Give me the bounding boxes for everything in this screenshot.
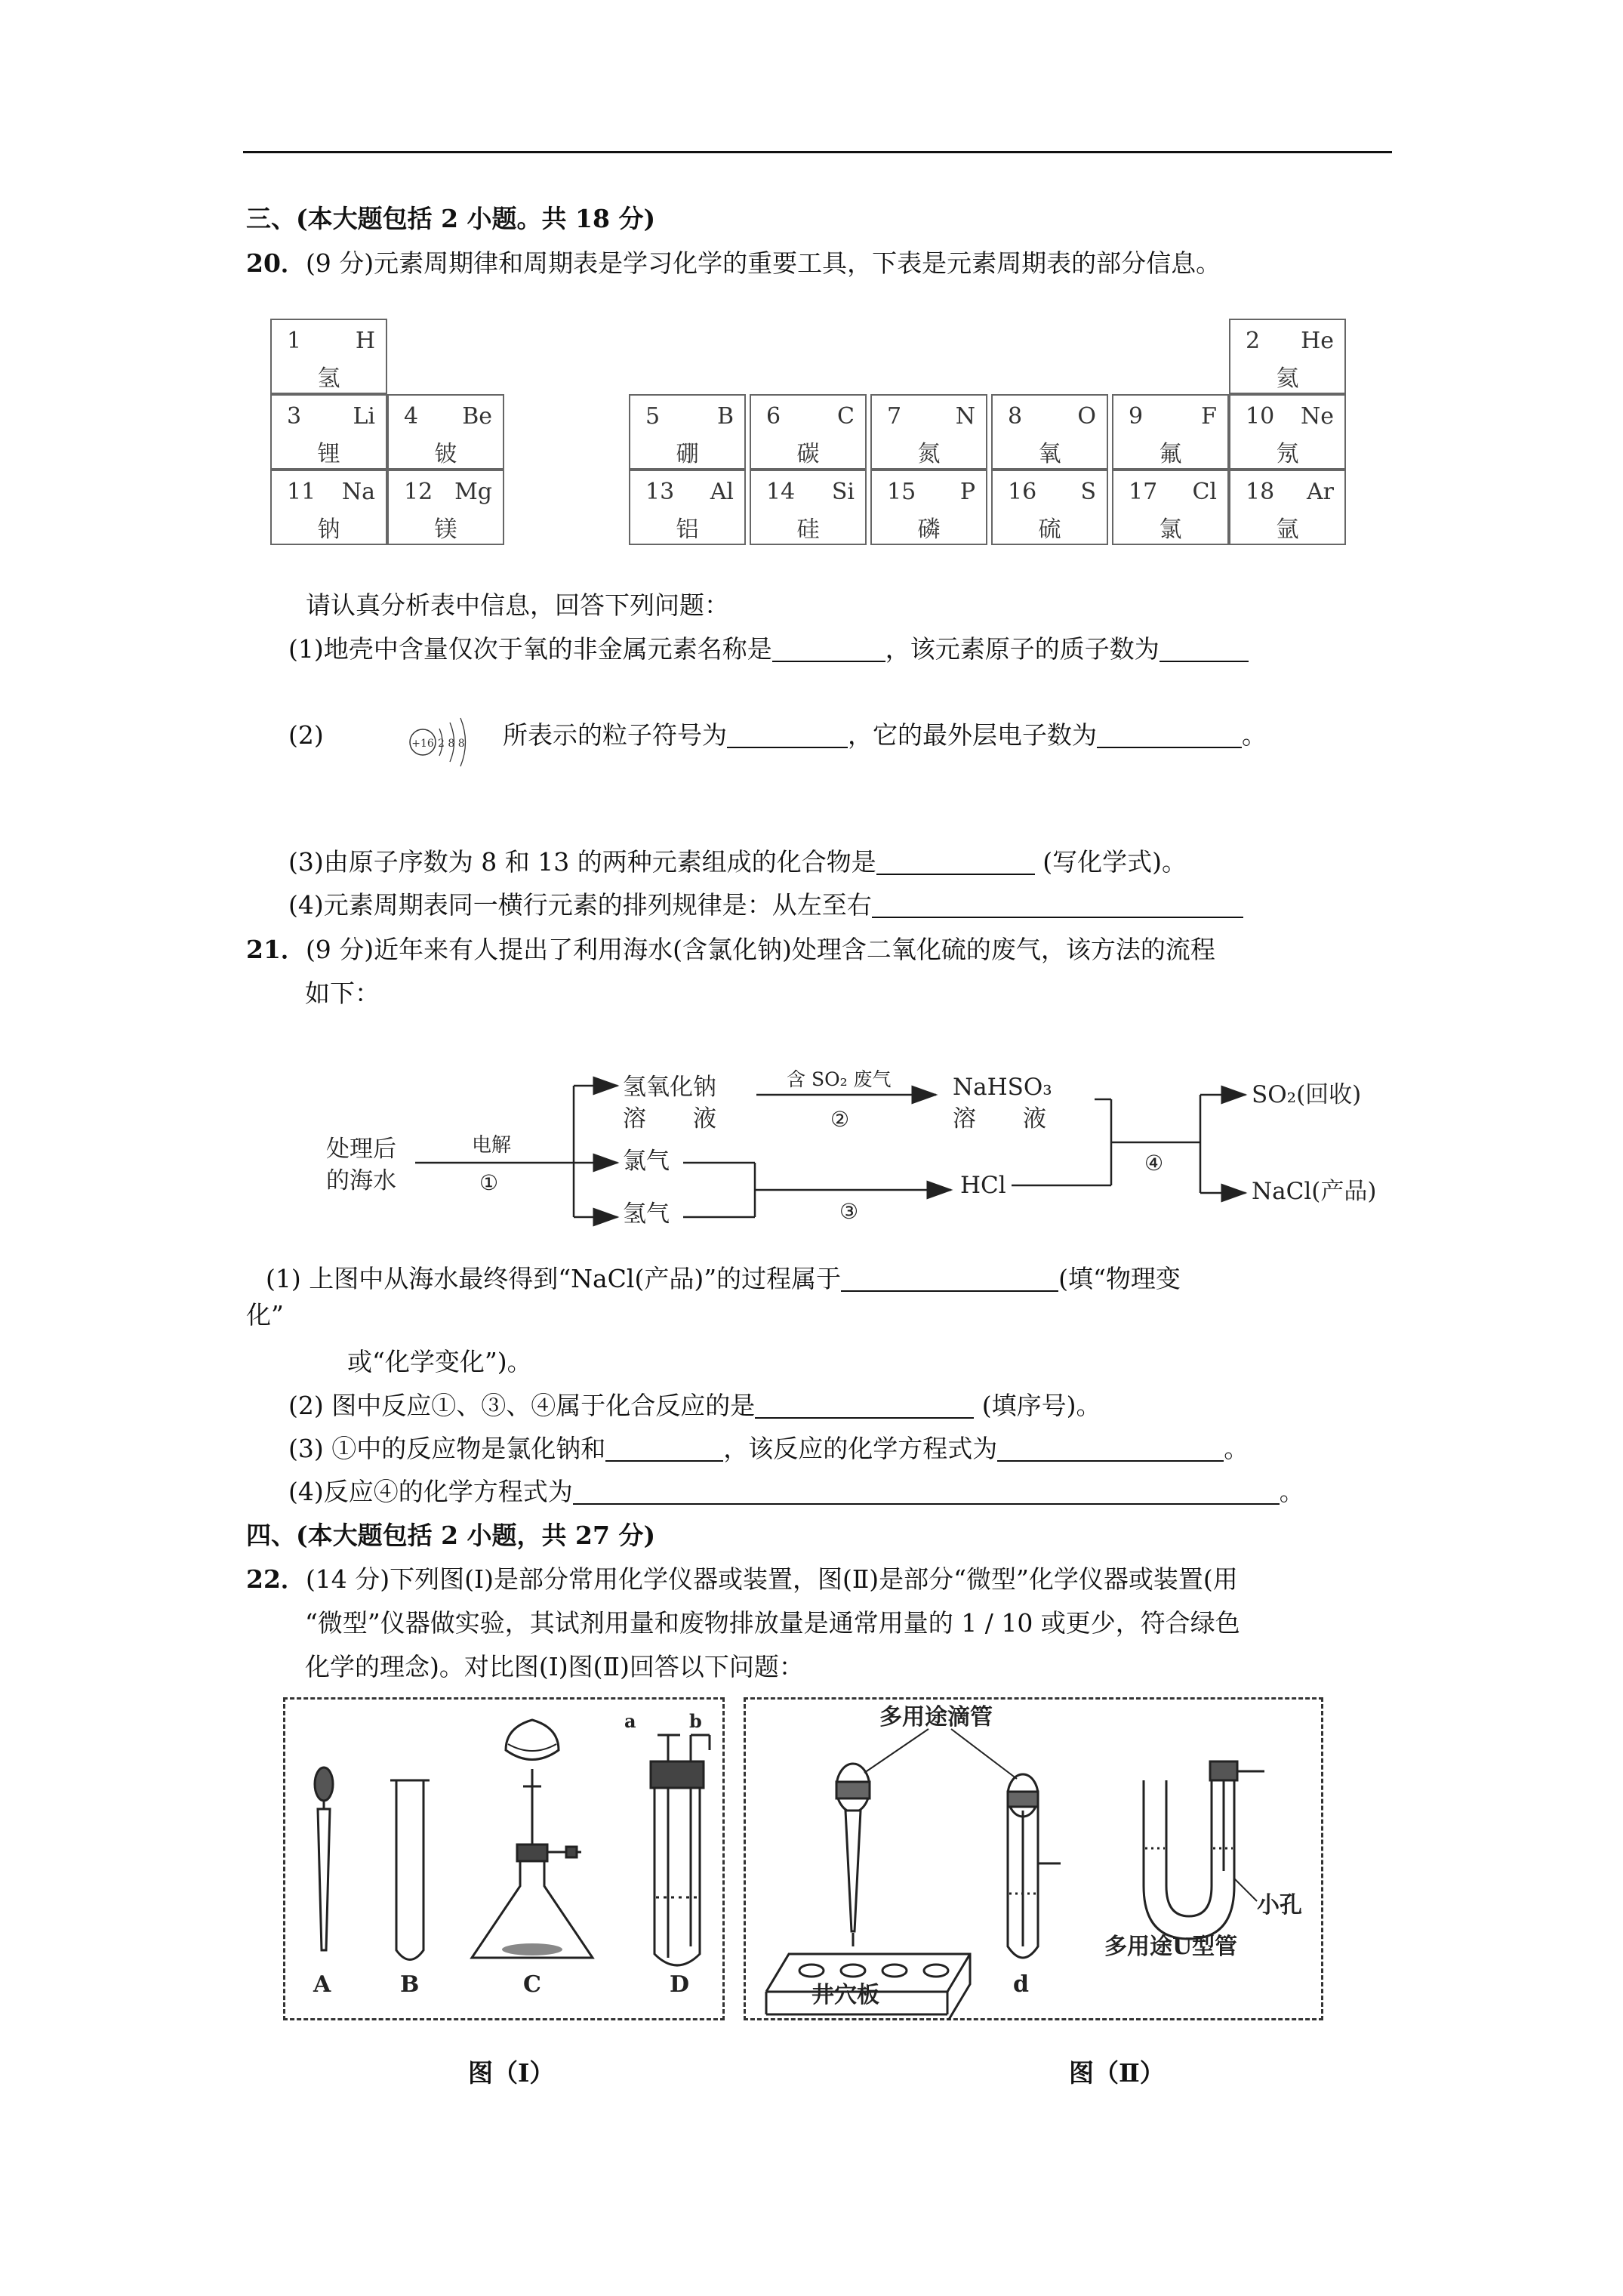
q20-part1 [288,633,1249,666]
element-name: 氧 [1038,441,1061,467]
element-cell [750,470,867,545]
element-cell [387,470,504,545]
ion-shells-label: 2 8 8 [438,738,465,750]
element-name: 氖 [1276,441,1299,467]
flow-nacl-product-label: NaCl(产品) [1252,1178,1377,1205]
element-name: 氯 [1159,516,1182,543]
element-cell [270,470,387,545]
q20-part4 [288,889,1243,922]
question-22-intro-2: “微型”仪器做实验，其试剂用量和废物排放量是通常用量的 1 / 10 或更少，符合绿色 [305,1608,1240,1638]
question-number: 22． [246,1564,306,1594]
ion-structure-diagram [400,706,483,774]
q21-part1-cont: 化” [246,1300,284,1330]
element-number: 2 [1246,328,1261,354]
element-number: 4 [404,403,419,430]
flow-nahso3-line2: 溶 液 [953,1105,1046,1133]
q20-part2-label: (2) [288,720,324,750]
element-number: 15 [887,479,916,505]
element-number: 7 [887,403,902,430]
q21-part1 [266,1262,1181,1296]
element-name: 镁 [434,516,457,543]
element-number: 6 [766,403,781,430]
q20-part4-text: (4)元素周期表同一横行元素的排列规律是：从左至右 [288,890,872,920]
q20-part1-text-b: ，该元素原子的质子数为 [885,634,1160,664]
answer-blank[interactable] [1160,635,1249,662]
periodic-table [270,319,1350,545]
element-cell [1229,319,1346,394]
element-symbol: O [1077,403,1096,430]
element-symbol: Si [831,479,855,505]
figure-2-well-plate-label: 井穴板 [812,1982,879,2008]
figure-1-label-c: C [523,1971,541,1998]
question-20-intro [246,247,1221,280]
element-name: 碳 [796,441,820,467]
element-name: 硼 [676,441,699,467]
element-symbol: Be [462,403,492,430]
element-name: 钠 [317,516,340,543]
element-symbol: S [1080,479,1096,505]
q21-part2 [288,1389,1101,1422]
figure-2-dropper-label: 多用途滴管 [879,1704,993,1730]
element-number: 18 [1246,479,1275,505]
answer-blank[interactable] [727,721,848,748]
figure-1-apparatus [283,1697,725,2020]
element-symbol: P [959,479,975,505]
element-cell [1112,470,1229,545]
q20-part2-end: 。 [1242,720,1267,750]
question-text: (14 分)下列图(Ⅰ)是部分常用化学仪器或装置，图(Ⅱ)是部分“微型”化学仪器或装置(用 [305,1564,1238,1594]
q21-part3-text-b: ，该反应的化学方程式为 [723,1434,998,1463]
element-number: 13 [645,479,675,505]
q21-part2-text-b: (填序号)。 [981,1391,1101,1420]
question-number: 21． [246,935,306,964]
element-number: 3 [287,403,302,430]
element-name: 氩 [1276,516,1299,543]
flow-step2-label: ② [830,1107,850,1132]
figure-2-hole-label: 小孔 [1257,1892,1302,1918]
element-symbol: C [837,403,855,430]
question-22-intro-3: 化学的理念)。对比图(Ⅰ)图(Ⅱ)回答以下问题： [305,1652,804,1681]
element-cell [991,470,1108,545]
element-symbol: Li [353,403,375,430]
figure-2-u-tube-label: 多用途U型管 [1104,1934,1238,1960]
question-text: (9 分)近年来有人提出了利用海水(含氯化钠)处理含二氧化硫的废气，该方法的流程 [305,935,1215,964]
element-symbol: N [955,403,975,430]
element-cell [629,470,746,545]
answer-blank[interactable] [997,1435,1224,1462]
element-symbol: Mg [454,479,492,505]
q21-part1-text-b: (填“物理变 [1058,1264,1181,1293]
answer-blank[interactable] [772,635,885,662]
flow-hcl-label: HCl [960,1172,1006,1199]
element-cell [387,394,504,470]
question-number: 20． [246,248,306,278]
q21-part4-text: (4)反应④的化学方程式为 [288,1477,573,1506]
element-number: 1 [287,328,302,354]
answer-blank[interactable] [605,1435,723,1462]
element-name: 硫 [1038,516,1061,543]
q21-part3-text-a: (3) ①中的反应物是氯化钠和 [288,1434,606,1463]
flow-so2-gas-label: 含 SO₂ 废气 [787,1068,892,1090]
element-name: 铍 [434,441,457,467]
flow-step3-label: ③ [839,1199,859,1224]
question-21-intro [246,933,1215,966]
element-name: 氟 [1159,441,1182,467]
element-symbol: Ne [1300,403,1334,430]
element-cell [1229,470,1346,545]
answer-blank[interactable] [876,848,1035,875]
q21-part4 [288,1475,1304,1509]
q20-part2 [503,719,1267,752]
element-symbol: Ar [1306,479,1334,505]
flow-electrolysis-label: 电解 [472,1134,512,1157]
element-cell [1112,394,1229,470]
figure-1-tube-b: b [689,1710,702,1732]
q21-part4-end: 。 [1279,1477,1304,1506]
figure-2-label-d: d [1013,1971,1029,1998]
flow-step1-label: ① [479,1170,499,1195]
element-cell [870,394,987,470]
flow-so2-recover-label: SO₂(回收) [1252,1081,1362,1108]
section-3-heading: 三、(本大题包括 2 小题。共 18 分) [246,204,656,233]
answer-blank[interactable] [755,1391,974,1419]
process-flow-diagram [317,1049,1419,1246]
figure-1-label-a: A [313,1971,331,1998]
figure-1-caption: 图（Ⅰ） [468,2058,555,2088]
element-symbol: Cl [1192,479,1217,505]
element-symbol: H [355,328,375,354]
element-number: 10 [1246,403,1275,430]
element-number: 16 [1008,479,1037,505]
question-21-intro-2: 如下： [305,978,380,1008]
element-number: 5 [645,403,661,430]
question-22-intro [246,1563,1238,1596]
figure-2-apparatus [744,1697,1323,2020]
element-number: 8 [1008,403,1023,430]
element-name: 氦 [1276,365,1299,392]
flow-start-line2: 的海水 [326,1167,396,1194]
figure-1-label-d: D [670,1971,690,1998]
element-cell [870,470,987,545]
ion-nucleus-label: +16 [411,738,434,750]
element-name: 锂 [317,441,340,467]
flow-naoh-line1: 氢氧化钠 [623,1074,716,1101]
element-number: 14 [766,479,796,505]
element-symbol: Al [710,479,734,505]
element-number: 9 [1129,403,1144,430]
q20-part3 [288,846,1187,879]
element-name: 磷 [917,516,941,543]
element-symbol: Na [341,479,375,505]
flow-nahso3-line1: NaHSO₃ [953,1074,1052,1101]
element-symbol: B [716,403,734,430]
question-text: (9 分)元素周期律和周期表是学习化学的重要工具，下表是元素周期表的部分信息。 [305,248,1221,278]
flow-chlorine-label: 氯气 [623,1148,670,1175]
flow-naoh-line2: 溶 液 [623,1105,716,1133]
element-cell [991,394,1108,470]
q20-part2-text-a: 所表示的粒子符号为 [503,720,727,750]
q20-part1-text-a: (1)地壳中含量仅次于氧的非金属元素名称是 [288,634,772,664]
flow-hydrogen-label: 氢气 [623,1200,670,1228]
q20-prompt: 请认真分析表中信息，回答下列问题： [306,590,729,620]
q21-part3-end: 。 [1224,1434,1249,1463]
element-name: 铝 [676,516,699,543]
header-rule [243,151,1392,153]
q20-part3-text-b: (写化学式)。 [1042,847,1187,877]
answer-blank[interactable] [1097,721,1242,748]
section-4-heading: 四、(本大题包括 2 小题，共 27 分) [246,1521,656,1550]
q21-part3 [288,1432,1249,1465]
element-name: 硅 [796,516,820,543]
figure-1-tube-a: a [624,1710,636,1732]
figure-1-label-b: B [400,1971,420,1998]
element-cell [270,394,387,470]
answer-blank[interactable] [872,891,1243,918]
flow-step4-label: ④ [1144,1151,1164,1176]
flow-start-line1: 处理后 [326,1136,396,1163]
figure-2-caption: 图（Ⅱ） [1069,2058,1165,2088]
element-name: 氢 [317,365,340,392]
q21-part1-end: 或“化学变化”)。 [347,1347,532,1376]
element-name: 氮 [917,441,941,467]
q20-part2-text-b: ，它的最外层电子数为 [848,720,1097,750]
answer-blank[interactable] [841,1265,1058,1292]
element-cell [629,394,746,470]
q21-part1-text-a: (1) 上图中从海水最终得到“NaCl(产品)”的过程属于 [266,1264,842,1293]
element-number: 12 [404,479,433,505]
answer-blank[interactable] [573,1478,1280,1505]
element-cell [1229,394,1346,470]
element-symbol: He [1301,328,1334,354]
element-symbol: F [1201,403,1217,430]
element-number: 11 [287,479,316,505]
q21-part2-text-a: (2) 图中反应①、③、④属于化合反应的是 [288,1391,756,1420]
element-cell [270,319,387,394]
element-number: 17 [1129,479,1158,505]
element-cell [750,394,867,470]
q20-part3-text-a: (3)由原子序数为 8 和 13 的两种元素组成的化合物是 [288,847,876,877]
